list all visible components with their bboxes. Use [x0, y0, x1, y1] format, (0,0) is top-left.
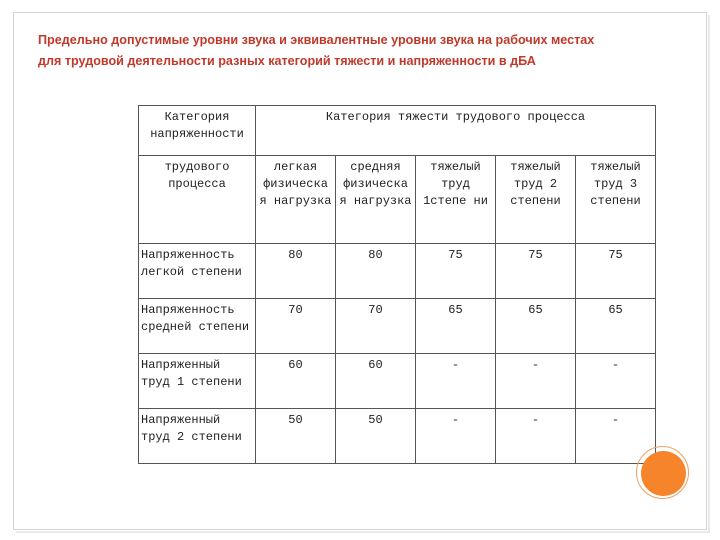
table-cell: 50	[336, 409, 416, 464]
header-column: тяжелый труд 2 степени	[496, 156, 576, 244]
table-row	[139, 409, 656, 464]
header-tension-category: Категория напряженности	[139, 106, 256, 156]
row-label: Напряженный труд 1 степени	[139, 354, 256, 409]
table-header-row-1	[139, 106, 656, 156]
header-column: средняя физическа я нагрузка	[336, 156, 416, 244]
header-tension-category-cont: трудового процесса	[139, 156, 256, 244]
table-cell: -	[496, 354, 576, 409]
noise-levels-table	[138, 105, 656, 464]
table-cell: 70	[336, 299, 416, 354]
table-cell: -	[576, 354, 656, 409]
row-label: Напряженность средней степени	[139, 299, 256, 354]
header-column: тяжелый труд 1степе ни	[416, 156, 496, 244]
table-cell: -	[496, 409, 576, 464]
slide-title-line-1: Предельно допустимые уровни звука и эквивалентные уровни звука на рабочих местах	[38, 33, 595, 47]
table-cell: 75	[496, 244, 576, 299]
table-cell: 80	[336, 244, 416, 299]
decorative-circle	[641, 451, 686, 496]
table-cell: 75	[576, 244, 656, 299]
table-cell: 70	[256, 299, 336, 354]
table-row	[139, 244, 656, 299]
table-cell: 65	[576, 299, 656, 354]
table-cell: -	[416, 409, 496, 464]
table-cell: 60	[256, 354, 336, 409]
table-header-row-2	[139, 156, 656, 244]
slide-title	[38, 30, 698, 72]
table-cell: 60	[336, 354, 416, 409]
table-cell: 75	[416, 244, 496, 299]
table-cell: -	[416, 354, 496, 409]
row-label: Напряженный труд 2 степени	[139, 409, 256, 464]
header-severity-category: Категория тяжести трудового процесса	[256, 106, 656, 156]
table-row	[139, 354, 656, 409]
table-cell: 80	[256, 244, 336, 299]
table-cell: 65	[496, 299, 576, 354]
slide-title-line-2: для трудовой деятельности разных категорий тяжести и напряженности в дБА	[38, 54, 536, 68]
row-label: Напряженность легкой степени	[139, 244, 256, 299]
table-cell: -	[576, 409, 656, 464]
header-column: легкая физическа я нагрузка	[256, 156, 336, 244]
header-column: тяжелый труд 3 степени	[576, 156, 656, 244]
table-row	[139, 299, 656, 354]
table-cell: 65	[416, 299, 496, 354]
table-cell: 50	[256, 409, 336, 464]
